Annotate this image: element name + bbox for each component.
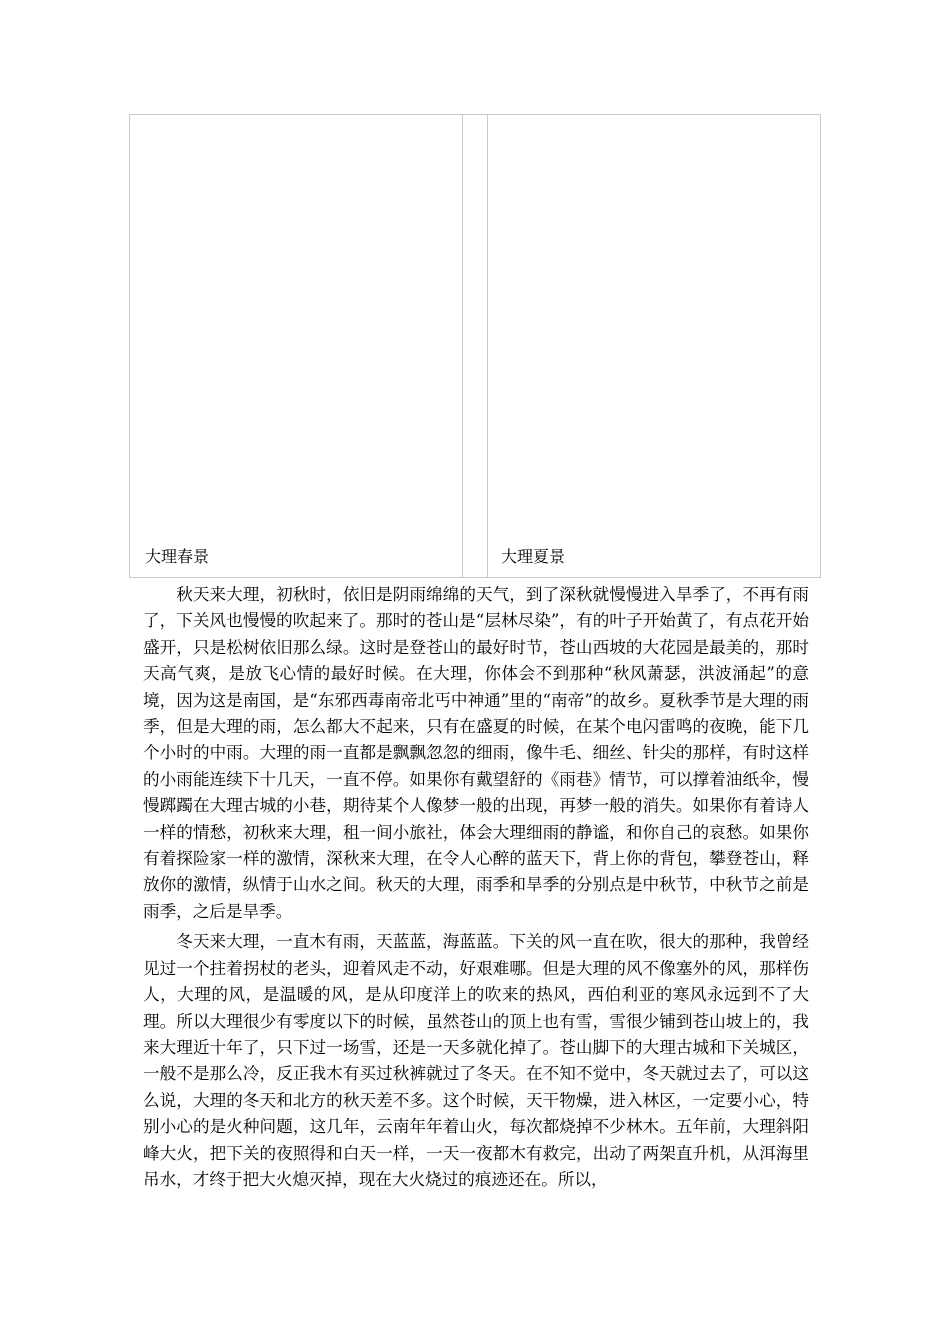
summer-photo-caption: 大理夏景 [501, 547, 566, 566]
photo-table [129, 114, 821, 578]
photo-table-spacer [463, 115, 488, 577]
article-body [143, 582, 809, 1197]
summer-photo-cell [488, 115, 820, 577]
paragraph-autumn: 秋天来大理，初秋时，依旧是阴雨绵绵的天气，到了深秋就慢慢进入旱季了，不再有雨了，下关风也慢慢的吹起来了。那时的苍山是“层林尽染”，有的叶子开始黄了，有点花开始盛开，只是松树依旧那么绿。这时是登苍山的最好时节，苍山西坡的大花园是最美的，那时天高气爽，是放飞心情的最好时候。在大理，你体会不到那种“秋风萧瑟，洪波涌起”的意境，因为这是南国，是“东邪西毒南帝北丐中神通”里的“南帝”的故乡。夏秋季节是大理的雨季，但是大理的雨，怎么都大不起来，只有在盛夏的时候，在某个电闪雷鸣的夜晚，能下几个小时的中雨。大理的雨一直都是飘飘忽忽的细雨，像牛毛、细丝、针尖的那样，有时这样的小雨能连续下十几天，一直不停。如果你有戴望舒的《雨巷》情节，可以撑着油纸伞，慢慢踯躅在大理古城的小巷，期待某个人像梦一般的出现，再梦一般的消失。如果你有着诗人一样的情愁，初秋来大理，租一间小旅社，体会大理细雨的静谧，和你自己的哀愁。如果你有着探险家一样的激情，深秋来大理，在令人心醉的蓝天下，背上你的背包，攀登苍山，释放你的激情，纵情于山水之间。秋天的大理，雨季和旱季的分别点是中秋节，中秋节之前是雨季，之后是旱季。 [143, 585, 809, 921]
spring-photo-cell [130, 115, 463, 577]
spring-photo-caption: 大理春景 [145, 547, 210, 566]
paragraph-winter: 冬天来大理，一直木有雨，天蓝蓝，海蓝蓝。下关的风一直在吹，很大的那种，我曾经见过一个拄着拐杖的老头，迎着风走不动，好艰难哪。但是大理的风不像塞外的风，那样伤人，大理的风，是温暖的风，是从印度洋上的吹来的热风，西伯利亚的寒风永远到不了大理。所以大理很少有零度以下的时候，虽然苍山的顶上也有雪，雪很少铺到苍山坡上的，我来大理近十年了，只下过一场雪，还是一天多就化掉了。苍山脚下的大理古城和下关城区，一般不是那么冷，反正我木有买过秋裤就过了冬天。在不知不觉中，冬天就过去了，可以这么说，大理的冬天和北方的秋天差不多。这个时候，天干物燥，进入林区，一定要小心，特别小心的是火种问题，这几年，云南年年着山火，每次都烧掉不少林木。五年前，大理斜阳峰大火，把下关的夜照得和白天一样，一天一夜都木有救完，出动了两架直升机，从洱海里吊水，才终于把大火熄灭掉，现在大火烧过的痕迹还在。所以， [143, 932, 809, 1189]
